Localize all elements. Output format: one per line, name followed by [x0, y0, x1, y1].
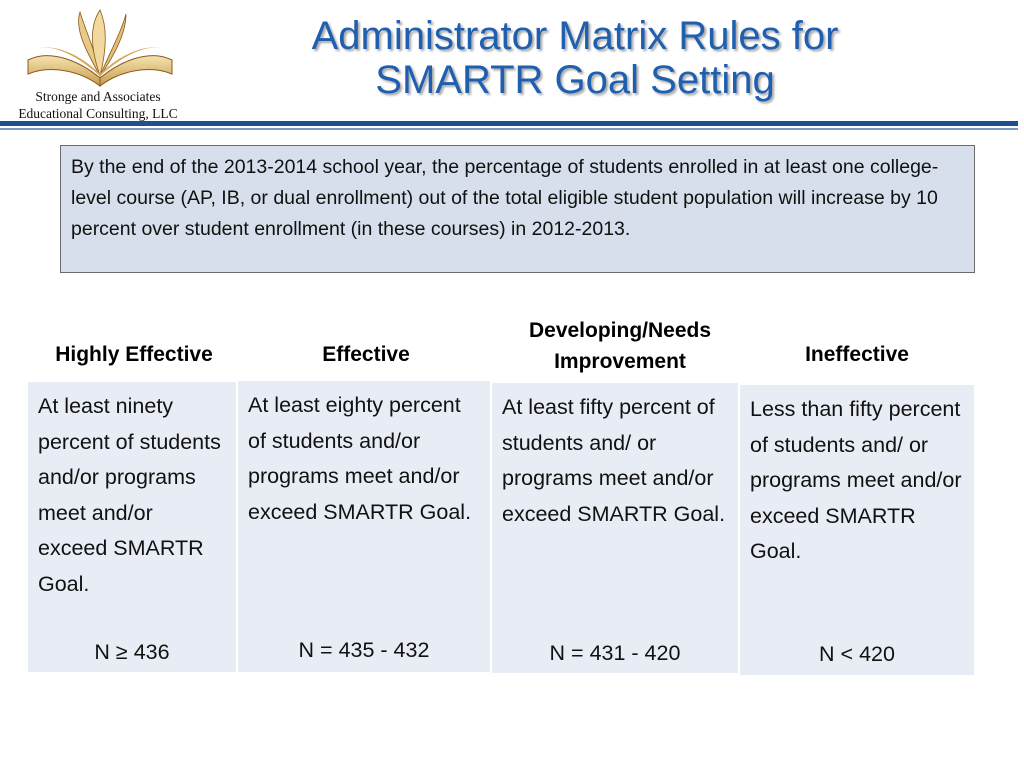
header-divider-thin — [0, 128, 1018, 130]
cell-highly-effective-text: At least ninety percent of students and/or programs meet and/or exceed SMARTR Goal. — [38, 394, 221, 596]
cell-effective — [238, 381, 490, 672]
cell-ineffective-text: Less than fifty percent of students and/ or programs meet and/or exceed SMARTR Goal. — [750, 397, 962, 563]
header-ineffective: Ineffective — [805, 343, 909, 366]
header-developing-needs-improvement — [492, 315, 748, 377]
slide-title-line2: SMARTR Goal Setting — [375, 58, 775, 102]
header-effective: Effective — [322, 343, 410, 366]
slide-title-line1: Administrator Matrix Rules for — [311, 14, 839, 58]
cell-ineffective — [740, 385, 974, 675]
company-name-line1: Stronge and Associates — [35, 89, 161, 104]
cell-ineffective-n: N < 420 — [819, 642, 895, 666]
slide-title — [210, 14, 940, 102]
cell-effective-text: At least eighty percent of students and/or programs meet and/or exceed SMARTR Goal. — [248, 393, 472, 524]
cell-developing-n: N = 431 - 420 — [549, 641, 681, 665]
cell-effective-n: N = 435 - 432 — [298, 638, 430, 662]
header-developing-line1: Developing/Needs — [528, 319, 712, 342]
goal-statement: By the end of the 2013-2014 school year, the percentage of students enrolled in at least one college-level course (AP, IB, or dual enrollment) out of the total eligible student population will increase by 10 percent over student enrollment (in these courses) in 2012-2013. — [60, 145, 975, 273]
company-logo — [4, 8, 194, 126]
header-developing-line2: Improvement — [554, 350, 686, 373]
cell-highly-effective — [28, 382, 236, 672]
header-highly-effective: Highly Effective — [55, 343, 213, 366]
header-divider — [0, 121, 1018, 126]
cell-developing — [492, 383, 738, 673]
open-book-icon — [22, 8, 178, 90]
company-name-line2: Educational Consulting, LLC — [18, 106, 178, 121]
cell-developing-text: At least fifty percent of students and/ or programs meet and/or exceed SMARTR Goal. — [502, 395, 726, 526]
cell-highly-effective-n: N ≥ 436 — [94, 640, 170, 664]
